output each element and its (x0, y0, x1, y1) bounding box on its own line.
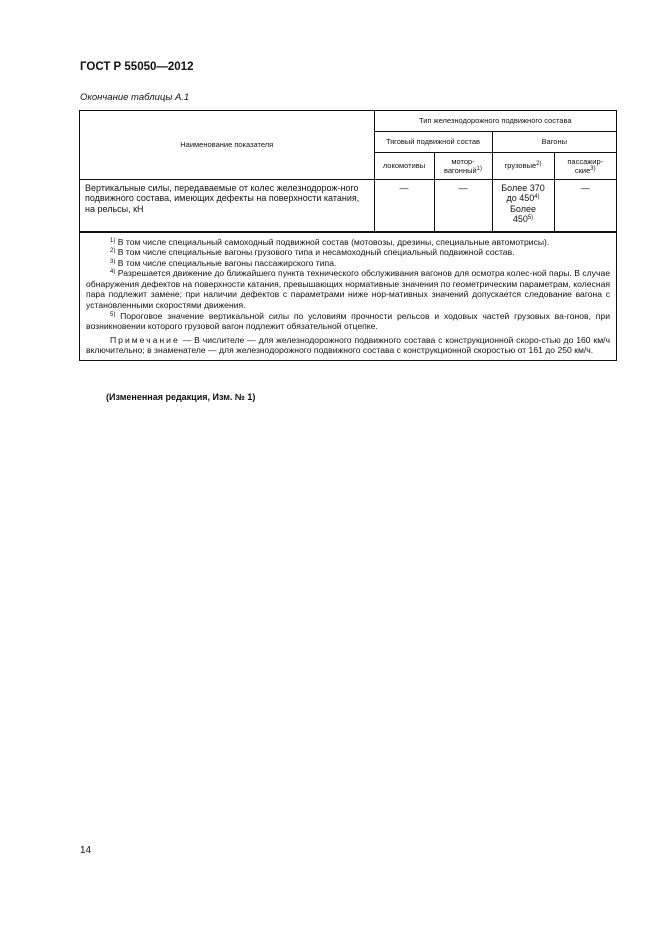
value-locomotives: — (374, 179, 434, 231)
document-code: ГОСТ Р 55050—2012 (80, 61, 194, 73)
indicator-table (80, 111, 616, 232)
header-motor-line1: мотор- (451, 156, 475, 166)
value-passenger: — (554, 179, 616, 231)
value-motor-wagons: — (434, 179, 492, 231)
footnote-text: Разрешается движение до ближайшего пункта технического обслуживания вагонов для осмотра колес-ной пары. В случае обнаружения дефектов на поверхности катания, превышающих нормативные значения по геометрическим параметрам, колесная пара подлежит замене; при наличии дефектов с параметрами ниже нор-мативных значений допускается следование вагона с установленными скоростями движения. (86, 268, 611, 311)
table-remark (86, 335, 610, 356)
header-passenger-line1: пассажир- (567, 156, 604, 166)
header-traction-stock: Тяговый подвижной состав (374, 131, 492, 152)
footnote-mark: 3) (110, 258, 116, 265)
footnote-3 (86, 258, 610, 269)
value-freight-line2: до 450 (506, 193, 535, 203)
footnote-text: В том числе специальные вагоны грузового типа и несамоходный специальный подвижной состав. (117, 247, 515, 258)
footnote-4 (86, 268, 610, 310)
header-motor-wagons (434, 152, 492, 179)
footnote-mark: 4) (110, 269, 116, 276)
footnote-2 (86, 247, 610, 258)
header-motor-line2: вагонный (443, 165, 477, 175)
table-notes (80, 232, 616, 361)
footnote-mark: 5) (110, 311, 116, 318)
header-freight-label: грузовые (504, 161, 537, 170)
remark-text: — В числителе — для железнодорожного подвижного состава с конструкционной скоро-стью до 160 км/ч включительно; в знаменателе — для железнодорожного подвижного состава с конструкционной скоростью от 161 до 250 км/ч. (86, 334, 610, 356)
footnote-text: Пороговое значение вертикальной силы по условиям прочности рельсов и ходовых частей грузовых ва-гонов, при возникновении которого грузовой вагон подлежит обязательной отцепке. (86, 310, 610, 332)
value-freight-line1: Более 370 (501, 182, 545, 193)
footnote-mark: 2) (110, 248, 116, 255)
edition-note: (Измененная редакция, Изм. № 1) (106, 392, 256, 402)
footnote-ref: 3) (590, 165, 596, 172)
footnote-text: В том числе специальные вагоны пассажирского типа. (117, 257, 337, 268)
value-freight-line3: Более (510, 203, 536, 214)
footnote-mark: 1) (110, 237, 116, 244)
header-locomotives: локомотивы (374, 152, 434, 179)
table-row (80, 179, 616, 231)
footnote-ref: 1) (476, 165, 483, 172)
footnote-ref: 5) (527, 215, 534, 221)
footnote-ref: 4) (534, 194, 540, 200)
footnote-1 (86, 237, 610, 248)
header-freight (492, 152, 554, 179)
table-a1 (79, 110, 617, 361)
header-rolling-stock-type: Тип железнодорожного подвижного состава (374, 111, 616, 131)
header-passenger-line2: ские (574, 165, 591, 175)
remark-label: Примечание (110, 334, 180, 345)
indicator-vertical-forces: Вертикальные силы, передаваемые от колес железнодорож-ного подвижного состава, имеющих дефекты на поверхности катания, на рельсы, кН (80, 179, 374, 231)
value-freight-line4: 450 (512, 214, 528, 224)
header-wagons: Вагоны (492, 131, 616, 152)
footnote-5 (86, 311, 610, 332)
footnote-ref: 2) (536, 161, 542, 167)
header-passenger (554, 152, 616, 179)
header-indicator-name: Наименование показателя (80, 111, 374, 179)
table-caption: Окончание таблицы А.1 (80, 92, 190, 103)
value-freight (492, 179, 554, 231)
page-number: 14 (80, 845, 92, 856)
footnote-text: В том числе специальный самоходный подвижной состав (мотовозы, дрезины, специальные автомотрисы). (117, 236, 550, 247)
